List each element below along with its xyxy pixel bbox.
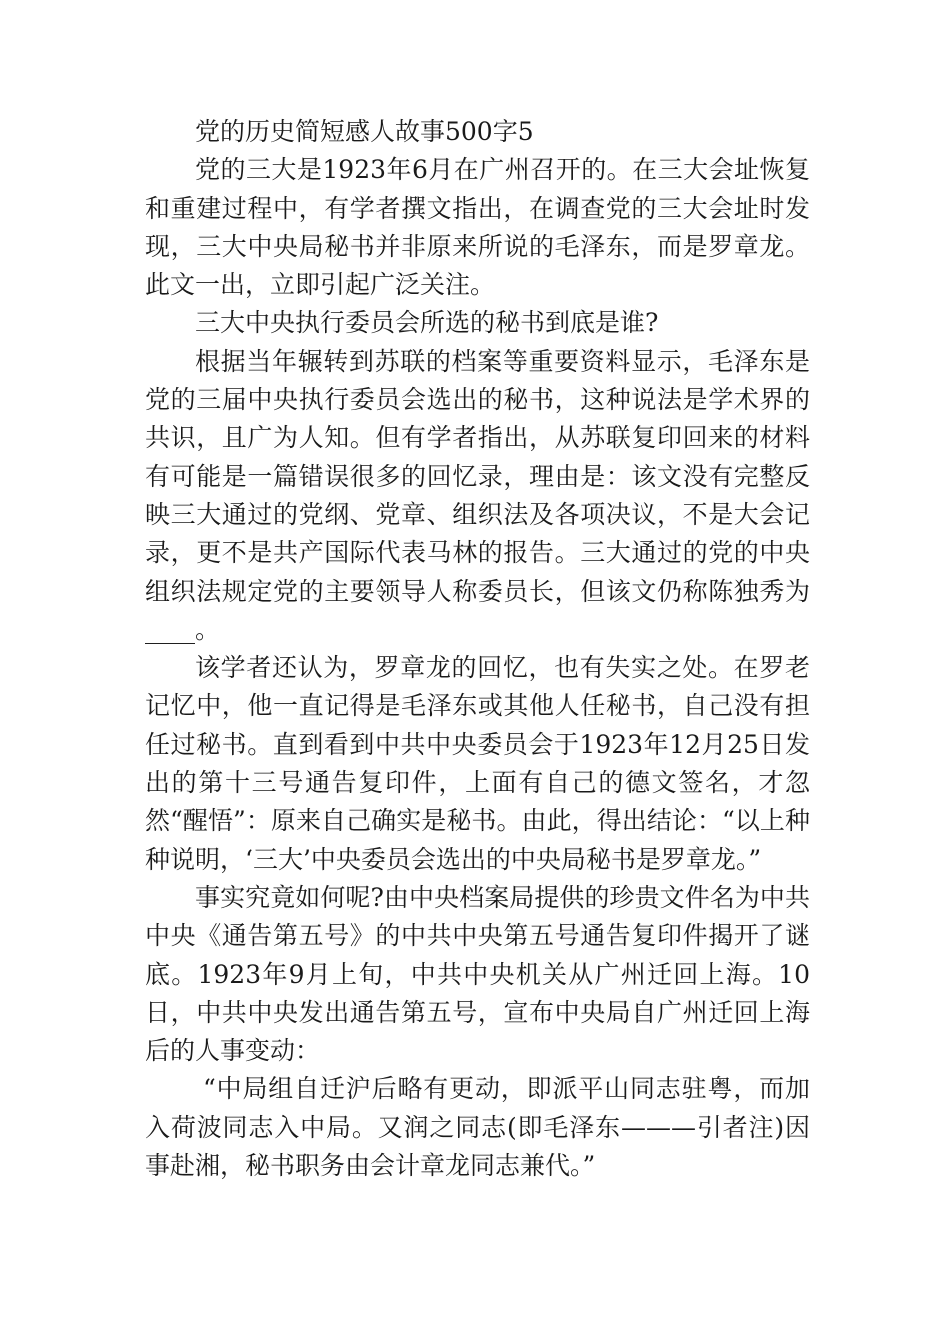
quoted-paragraph: “中局组自迁沪后略有更动，即派平山同志驻粤，而加入荷波同志入中局。又润之同志(即毛泽东———引者注)因事赴湘，秘书职务由会计章龙同志兼代。”	[145, 1074, 810, 1181]
paragraph: 该学者还认为，罗章龙的回忆，也有失实之处。在罗老记忆中，他一直记得是毛泽东或其他人任秘书，自己没有担任过秘书。直到看到中共中央委员会于1923年12月25日发出的第十三号通告复印件，上面有自己的德文签名，才忽然“醒悟”：原来自己确实是秘书。由此，得出结论：“以上种种说明，‘三大’中央委员会选出的中央局秘书是罗章龙。”	[145, 653, 810, 874]
paragraph: 根据当年辗转到苏联的档案等重要资料显示，毛泽东是党的三届中央执行委员会选出的秘书，这种说法是学术界的共识，且广为人知。但有学者指出，从苏联复印回来的材料有可能是一篇错误很多的回忆录，理由是：该文没有完整反映三大通过的党纲、党章、组织法及各项决议，不是大会记录，更不是共产国际代表马林的报告。三大通过的党的中央组织法规定党的主要领导人称委员长，但该文仍称陈独秀为____。	[145, 346, 810, 644]
paragraph: 事实究竟如何呢?由中央档案局提供的珍贵文件名为中共中央《通告第五号》的中共中央第五号通告复印件揭开了谜底。1923年9月上旬，中共中央机关从广州迁回上海。10日，中共中央发出通告第五号，宣布中央局自广州迁回上海后的人事变动：	[145, 882, 810, 1066]
document-body	[145, 113, 810, 1185]
document-title: 党的历史简短感人故事500字5	[195, 117, 534, 146]
paragraph: 三大中央执行委员会所选的秘书到底是谁?	[195, 308, 659, 338]
paragraph: 党的三大是1923年6月在广州召开的。在三大会址恢复和重建过程中，有学者撰文指出，在调查党的三大会址时发现，三大中央局秘书并非原来所说的毛泽东，而是罗章龙。此文一出，立即引起广泛关注。	[145, 155, 810, 300]
